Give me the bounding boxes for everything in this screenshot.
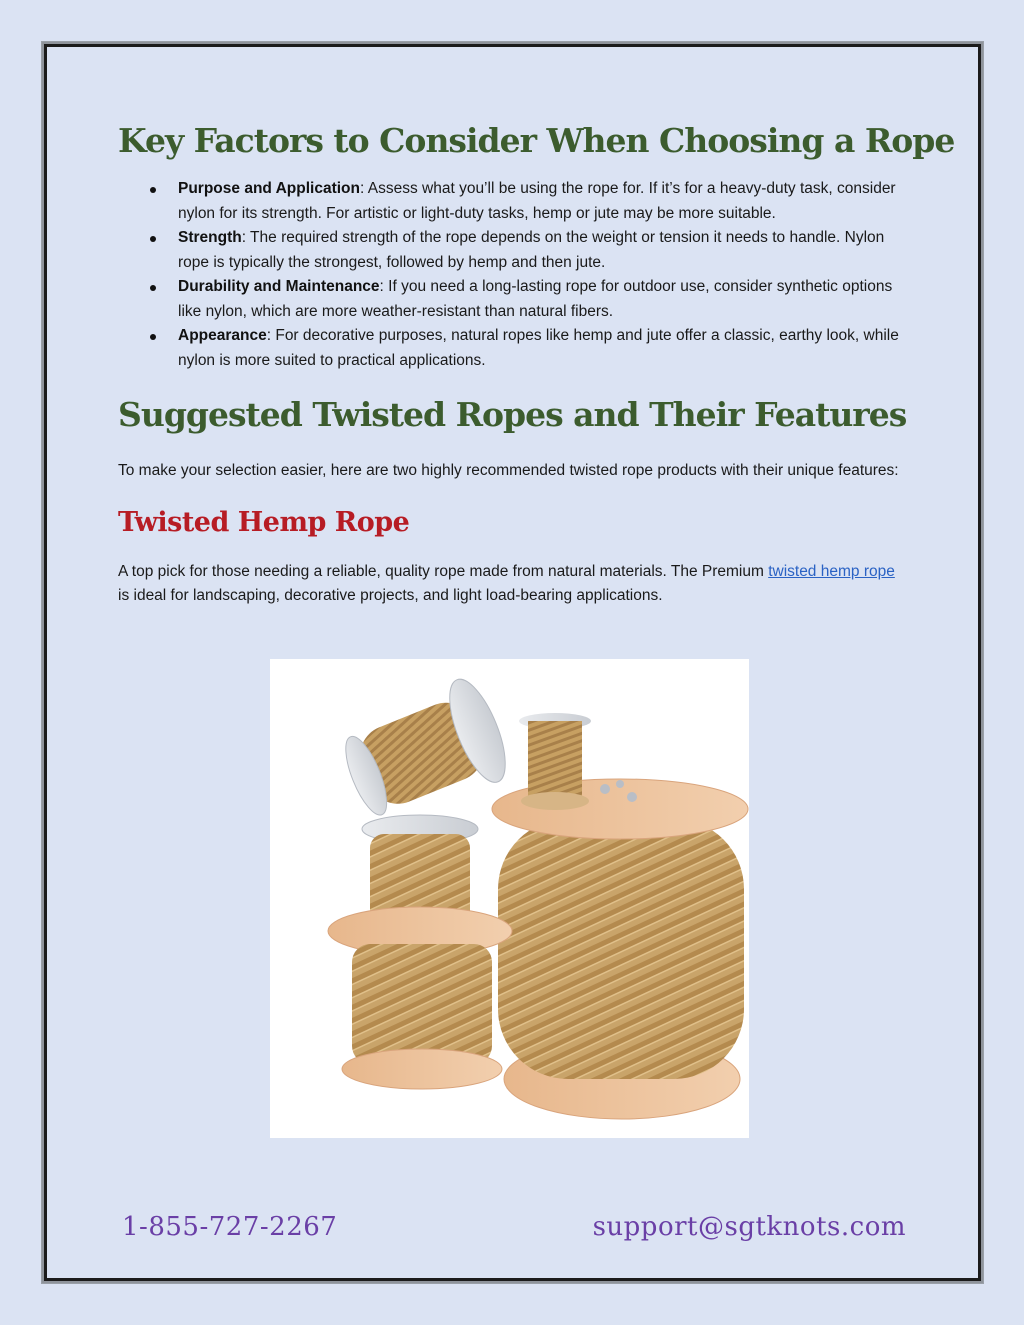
footer-phone: 1-855-727-2267 xyxy=(122,1212,338,1242)
bullet-text: : Assess what you’ll be using the rope for. If it’s for a heavy-duty task, consider nylon for its strength. For artistic or light-duty tasks, hemp or jute may be more suitable. xyxy=(178,180,896,222)
heading-suggested-ropes: Suggested Twisted Ropes and Their Features xyxy=(118,395,907,434)
page-frame xyxy=(41,41,984,1284)
heading-key-factors: Key Factors to Consider When Choosing a Rope xyxy=(118,121,955,160)
list-item xyxy=(178,226,908,275)
hemp-paragraph xyxy=(118,560,908,609)
list-item xyxy=(178,275,908,324)
bullet-term: Purpose and Application xyxy=(178,180,360,197)
hemp-text-after: is ideal for landscaping, decorative projects, and light load-bearing applications. xyxy=(118,587,663,604)
list-item xyxy=(178,177,908,226)
bullet-icon xyxy=(150,285,156,291)
bullet-term: Appearance xyxy=(178,327,267,344)
list-item xyxy=(178,324,908,373)
page xyxy=(44,44,981,1281)
hemp-rope-spools-photo xyxy=(270,659,749,1138)
twisted-hemp-rope-link[interactable]: twisted hemp rope xyxy=(768,562,895,580)
bullet-text: : The required strength of the rope depends on the weight or tension it needs to handle. Nylon rope is typically the strongest, followed by hemp and then jute. xyxy=(178,229,885,271)
bullet-text: : If you need a long-lasting rope for outdoor use, consider synthetic options like nylon, which are more weather-resistant than natural fibers. xyxy=(178,278,893,320)
bullet-term: Durability and Maintenance xyxy=(178,278,380,295)
hemp-text-before: A top pick for those needing a reliable, quality rope made from natural materials. The Premium xyxy=(118,562,769,580)
heading-twisted-hemp-rope: Twisted Hemp Rope xyxy=(118,506,410,538)
rope-spools-illustration xyxy=(270,659,749,1138)
intro-paragraph: To make your selection easier, here are two highly recommended twisted rope products with their unique features: xyxy=(118,462,899,479)
bullet-icon xyxy=(150,187,156,193)
bullet-icon xyxy=(150,334,156,340)
content xyxy=(118,119,955,609)
factors-list xyxy=(118,177,908,373)
bullet-text: : For decorative purposes, natural ropes like hemp and jute offer a classic, earthy look, while nylon is more suited to practical applications. xyxy=(178,327,899,369)
bullet-icon xyxy=(150,236,156,242)
footer-email: support@sgtknots.com xyxy=(592,1212,906,1242)
bullet-term: Strength xyxy=(178,229,242,246)
